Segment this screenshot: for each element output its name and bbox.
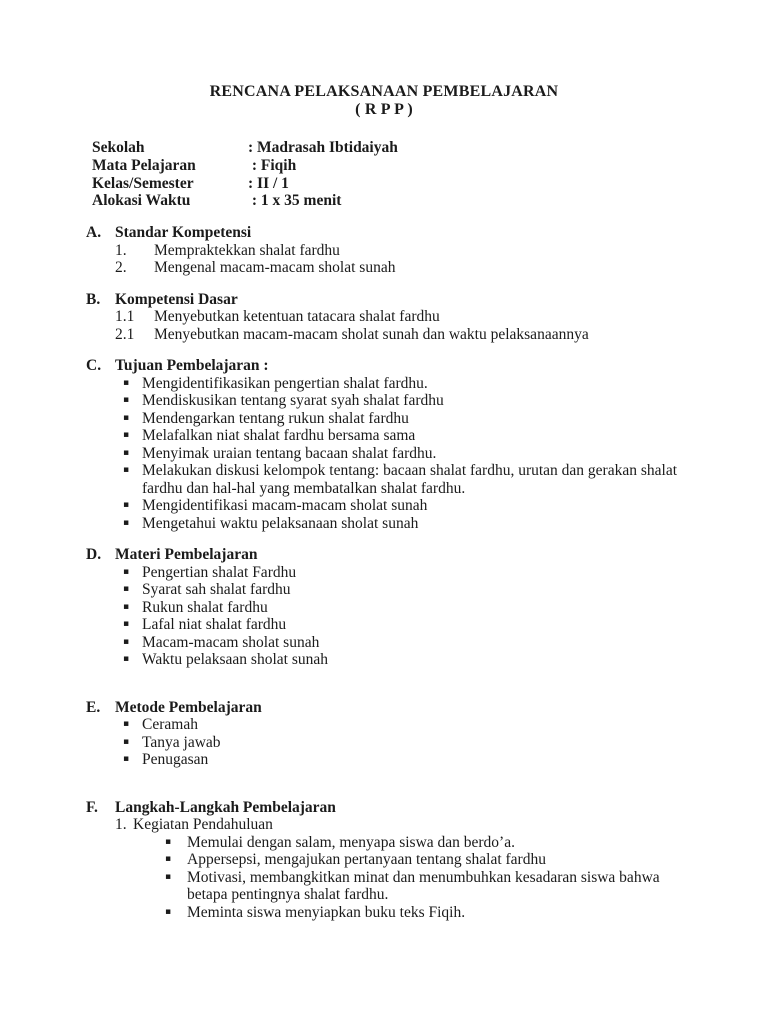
item-text: Appersepsi, mengajukan pertanyaan tentang shalat fardhu [187,851,546,869]
bullet-item [165,834,682,852]
item-text: Rukun shalat fardhu [142,598,268,616]
bullet-item [123,427,682,445]
section-heading-row [86,291,682,309]
section-heading-row [86,699,682,717]
item-text: Mendengarkan tentang rukun shalat fardhu [142,409,409,427]
square-bullet-icon: ▪ [165,871,172,882]
square-bullet-icon: ▪ [123,654,130,665]
item-text: Pengertian shalat Fardhu [142,563,297,581]
square-bullet-icon: ▪ [123,601,130,612]
document-title: RENCANA PELAKSANAAN PEMBELAJARAN [209,83,559,100]
document-title-block [0,0,768,118]
meta-label: Alokasi Waktu [92,192,191,210]
square-bullet-icon: ▪ [165,906,172,917]
meta-row [92,139,768,157]
item-text: Ceramah [142,716,198,734]
meta-value: : II / 1 [248,174,289,192]
item-text: Motivasi, membangkitkan minat dan menumbuhkan kesadaran siswa bahwa betapa pentingnya shalat fardhu. [187,868,660,904]
square-bullet-icon: ▪ [123,447,130,458]
section-heading: Langkah-Langkah Pembelajaran [115,798,336,816]
bullet-item [123,564,682,582]
section-a [86,224,682,277]
item-text: Menyebutkan ketentuan tatacara shalat fardhu [154,308,440,326]
section-c [86,357,682,532]
square-bullet-icon: ▪ [123,754,130,765]
item-text: Penugasan [142,751,209,769]
square-bullet-icon: ▪ [123,430,130,441]
item-text: Mengenal macam-macam sholat sunah [154,259,396,277]
bullet-item [123,634,682,652]
bullet-item [123,751,682,769]
item-number: 2.1 [115,325,135,343]
item-text: Menyimak uraian tentang bacaan shalat fardhu. [142,444,437,462]
item-text: Melafalkan niat shalat fardhu bersama sama [142,427,416,445]
square-bullet-icon: ▪ [123,619,130,630]
meta-label: Sekolah [92,139,145,156]
square-bullet-icon: ▪ [123,500,130,511]
item-text: Mendiskusikan tentang syarat syah shalat fardhu [142,392,444,410]
section-heading-row [86,224,682,242]
square-bullet-icon: ▪ [123,517,130,528]
item-text: Waktu pelaksaan sholat sunah [142,651,328,669]
section-letter: B. [86,290,101,308]
bullet-item [123,581,682,599]
numbered-item [115,259,682,277]
meta-label: Mata Pelajaran [92,156,196,174]
bullet-item [123,375,682,393]
numbered-item [115,326,682,344]
section-heading-row [86,799,682,817]
item-text: Menyebutkan macam-macam sholat sunah dan waktu pelaksanaannya [154,325,589,343]
bullet-item [165,851,682,869]
item-text: Macam-macam sholat sunah [142,633,320,651]
bullet-item [123,462,682,497]
item-text: Melakukan diskusi kelompok tentang: bacaan shalat fardhu, urutan dan gerakan shalat fardhu dan hal-hal yang membatalkan shalat fardhu. [142,462,678,497]
numbered-item [115,308,682,326]
square-bullet-icon: ▪ [123,584,130,595]
item-text: Mengidentifikasi macam-macam sholat sunah [142,497,428,515]
square-bullet-icon: ▪ [165,836,172,847]
section-e [86,699,682,769]
section-heading: Kompetensi Dasar [115,290,238,308]
square-bullet-icon: ▪ [165,854,172,865]
section-letter: E. [86,698,101,716]
item-number: 1.1 [115,308,135,326]
item-text: Mengidentifikasikan pengertian shalat fardhu. [142,374,428,392]
section-heading-row [86,546,682,564]
square-bullet-icon: ▪ [123,636,130,647]
square-bullet-icon: ▪ [123,465,130,476]
section-letter: C. [86,357,102,375]
item-number: 1. [115,241,127,259]
item-text: Memulai dengan salam, menyapa siswa dan berdo’a. [187,833,515,851]
square-bullet-icon: ▪ [123,395,130,406]
sections-container [86,224,682,921]
bullet-item [123,734,682,752]
item-number: 1. [115,816,127,834]
square-bullet-icon: ▪ [123,412,130,423]
meta-table [92,139,768,210]
section-heading: Metode Pembelajaran [115,698,262,716]
section-letter: A. [86,224,102,242]
square-bullet-icon: ▪ [123,566,130,577]
bullet-item [123,445,682,463]
item-text: Meminta siswa menyiapkan buku teks Fiqih. [187,903,466,921]
meta-row [92,157,768,175]
square-bullet-icon: ▪ [123,719,130,730]
meta-value: : Madrasah Ibtidaiyah [248,139,398,156]
item-text: Lafal niat shalat fardhu [142,616,287,634]
item-text: Syarat sah shalat fardhu [142,581,291,599]
bullet-item [123,410,682,428]
section-heading: Tujuan Pembelajaran : [115,357,269,375]
section-heading: Materi Pembelajaran [115,546,258,564]
section-letter: D. [86,546,102,564]
bullet-item [165,904,682,922]
bullet-item [123,515,682,533]
item-text: Mengetahui waktu pelaksanaan sholat sunah [142,514,419,532]
item-text: Kegiatan Pendahuluan [133,816,273,834]
meta-label: Kelas/Semester [92,174,194,192]
section-heading: Standar Kompetensi [115,224,252,242]
bullet-item [123,651,682,669]
item-text: Tanya jawab [142,733,221,751]
meta-value: : Fiqih [248,156,297,174]
meta-row [92,175,768,193]
square-bullet-icon: ▪ [123,377,130,388]
item-text: Mempraktekkan shalat fardhu [154,241,340,259]
section-letter: F. [86,798,98,816]
bullet-item [123,599,682,617]
section-heading-row [86,357,682,375]
section-b [86,291,682,344]
bullet-item [123,497,682,515]
section-f [86,799,682,922]
numbered-item [115,816,682,834]
document-subtitle: ( R P P ) [355,100,413,118]
item-number: 2. [115,259,127,277]
bullet-item [165,869,682,904]
section-d [86,546,682,669]
meta-value: : 1 x 35 menit [248,192,342,210]
numbered-item [115,242,682,260]
meta-row [92,192,768,210]
bullet-item [123,616,682,634]
bullet-item [123,392,682,410]
bullet-item [123,716,682,734]
square-bullet-icon: ▪ [123,736,130,747]
